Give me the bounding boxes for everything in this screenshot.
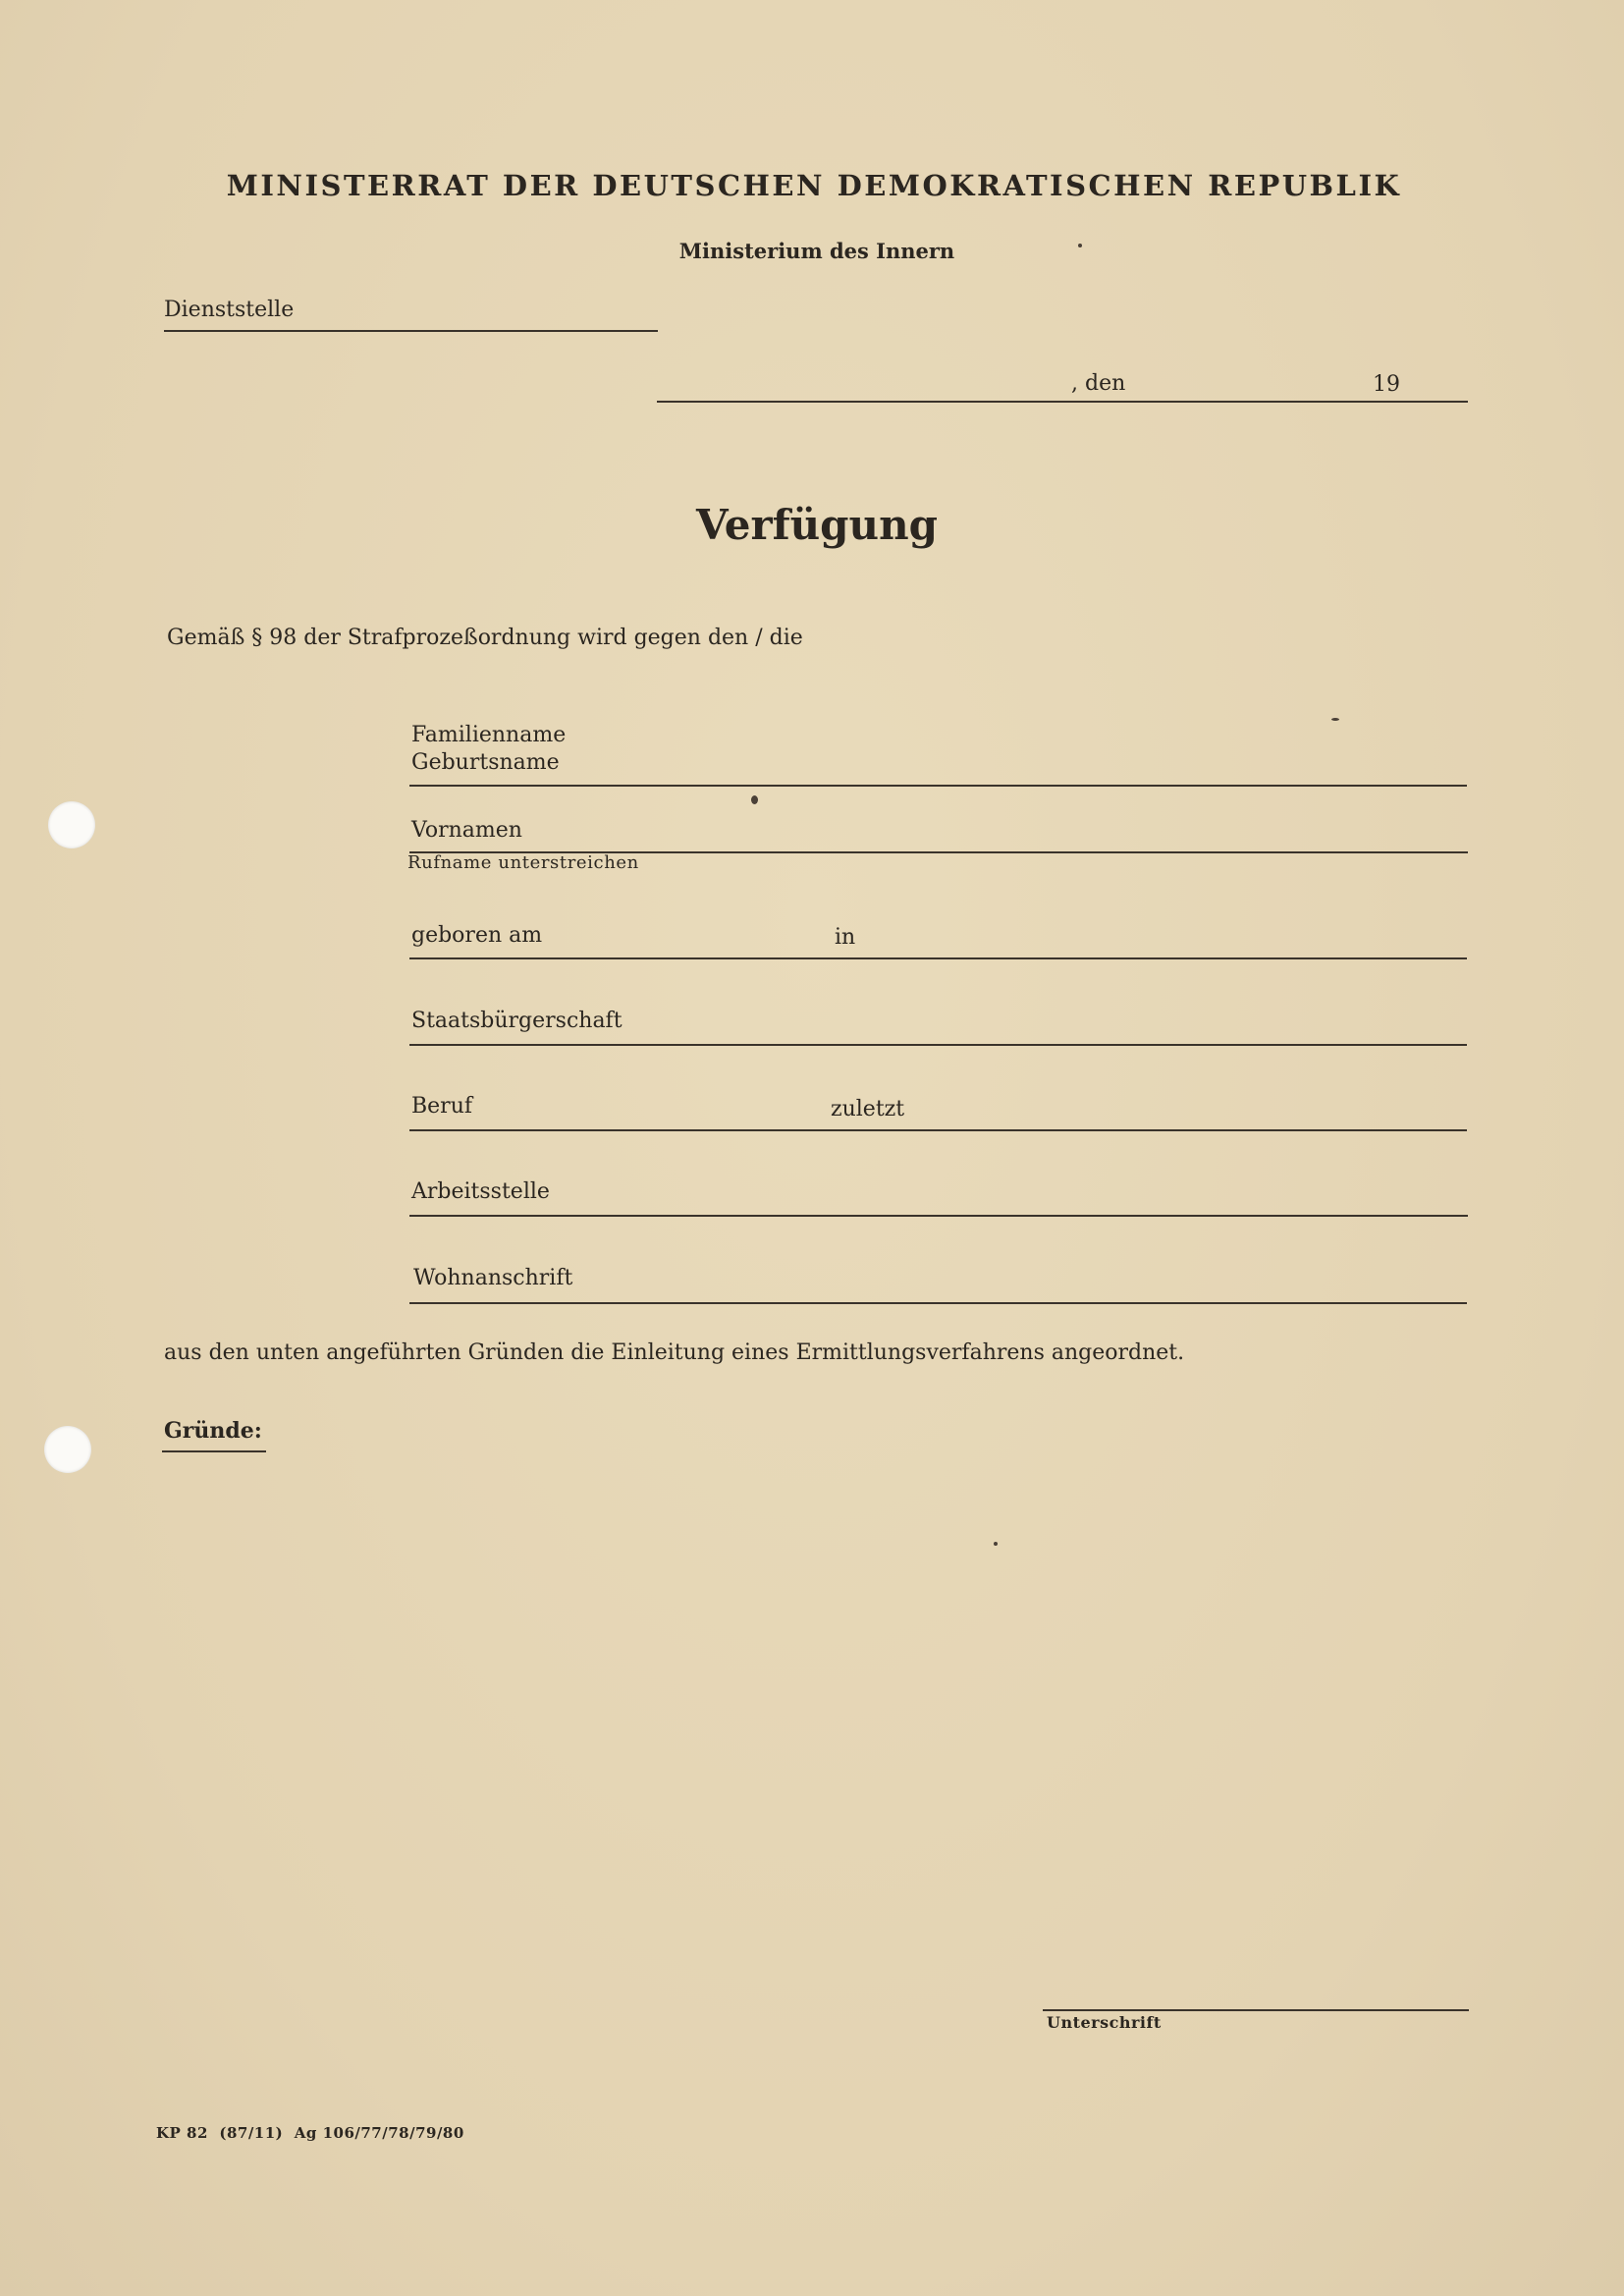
paper-speck [994, 1542, 998, 1546]
year-prefix-label: 19 [1373, 372, 1400, 397]
workplace-label: Arbeitsstelle [411, 1179, 550, 1204]
first-names-label: Vornamen [411, 818, 522, 843]
date-prefix-label: , den [1071, 371, 1126, 396]
document-title: Verfügung [696, 501, 938, 549]
reasons-underline [162, 1450, 266, 1452]
born-on-label: geboren am [411, 923, 543, 948]
ministry-name: Ministerium des Innern [678, 239, 955, 263]
punch-hole-bottom [44, 1426, 91, 1473]
form-code: KP 82 (87/11) Ag 106/77/78/79/80 [156, 2124, 464, 2142]
punch-hole-top [48, 801, 95, 848]
signature-label: Unterschrift [1047, 2013, 1162, 2032]
birth-field-line[interactable] [409, 957, 1467, 959]
call-name-hint: Rufname unterstreichen [407, 852, 639, 873]
workplace-field-line[interactable] [409, 1215, 1468, 1217]
birth-name-label: Geburtsname [411, 750, 560, 775]
last-position-label: zuletzt [831, 1097, 905, 1121]
citizenship-field-line[interactable] [409, 1044, 1467, 1046]
office-label: Dienststelle [164, 298, 295, 322]
address-field-line[interactable] [409, 1302, 1467, 1304]
family-name-label: Familienname [411, 723, 567, 747]
address-label: Wohnanschrift [413, 1266, 573, 1290]
profession-label: Beruf [411, 1094, 473, 1119]
birthplace-label: in [835, 925, 856, 950]
profession-field-line[interactable] [409, 1129, 1467, 1131]
legal-basis-text: Gemäß § 98 der Strafprozeßordnung wird gegen den / die [167, 626, 803, 650]
paper-speck [1331, 718, 1339, 721]
reasons-label: Gründe: [164, 1418, 262, 1444]
proceedings-order-text: aus den unten angeführten Gründen die Einleitung eines Ermittlungsverfahrens angeordnet. [164, 1340, 1185, 1365]
place-date-field-line[interactable] [657, 401, 1468, 403]
citizenship-label: Staatsbürgerschaft [411, 1009, 623, 1033]
signature-field-line[interactable] [1043, 2009, 1469, 2011]
paper-speck [751, 795, 758, 804]
office-field-line[interactable] [164, 330, 658, 332]
family-name-field-line[interactable] [409, 785, 1467, 787]
issuing-authority-heading: MINISTERRAT DER DEUTSCHEN DEMOKRATISCHEN REPUBLIK [226, 169, 1402, 202]
